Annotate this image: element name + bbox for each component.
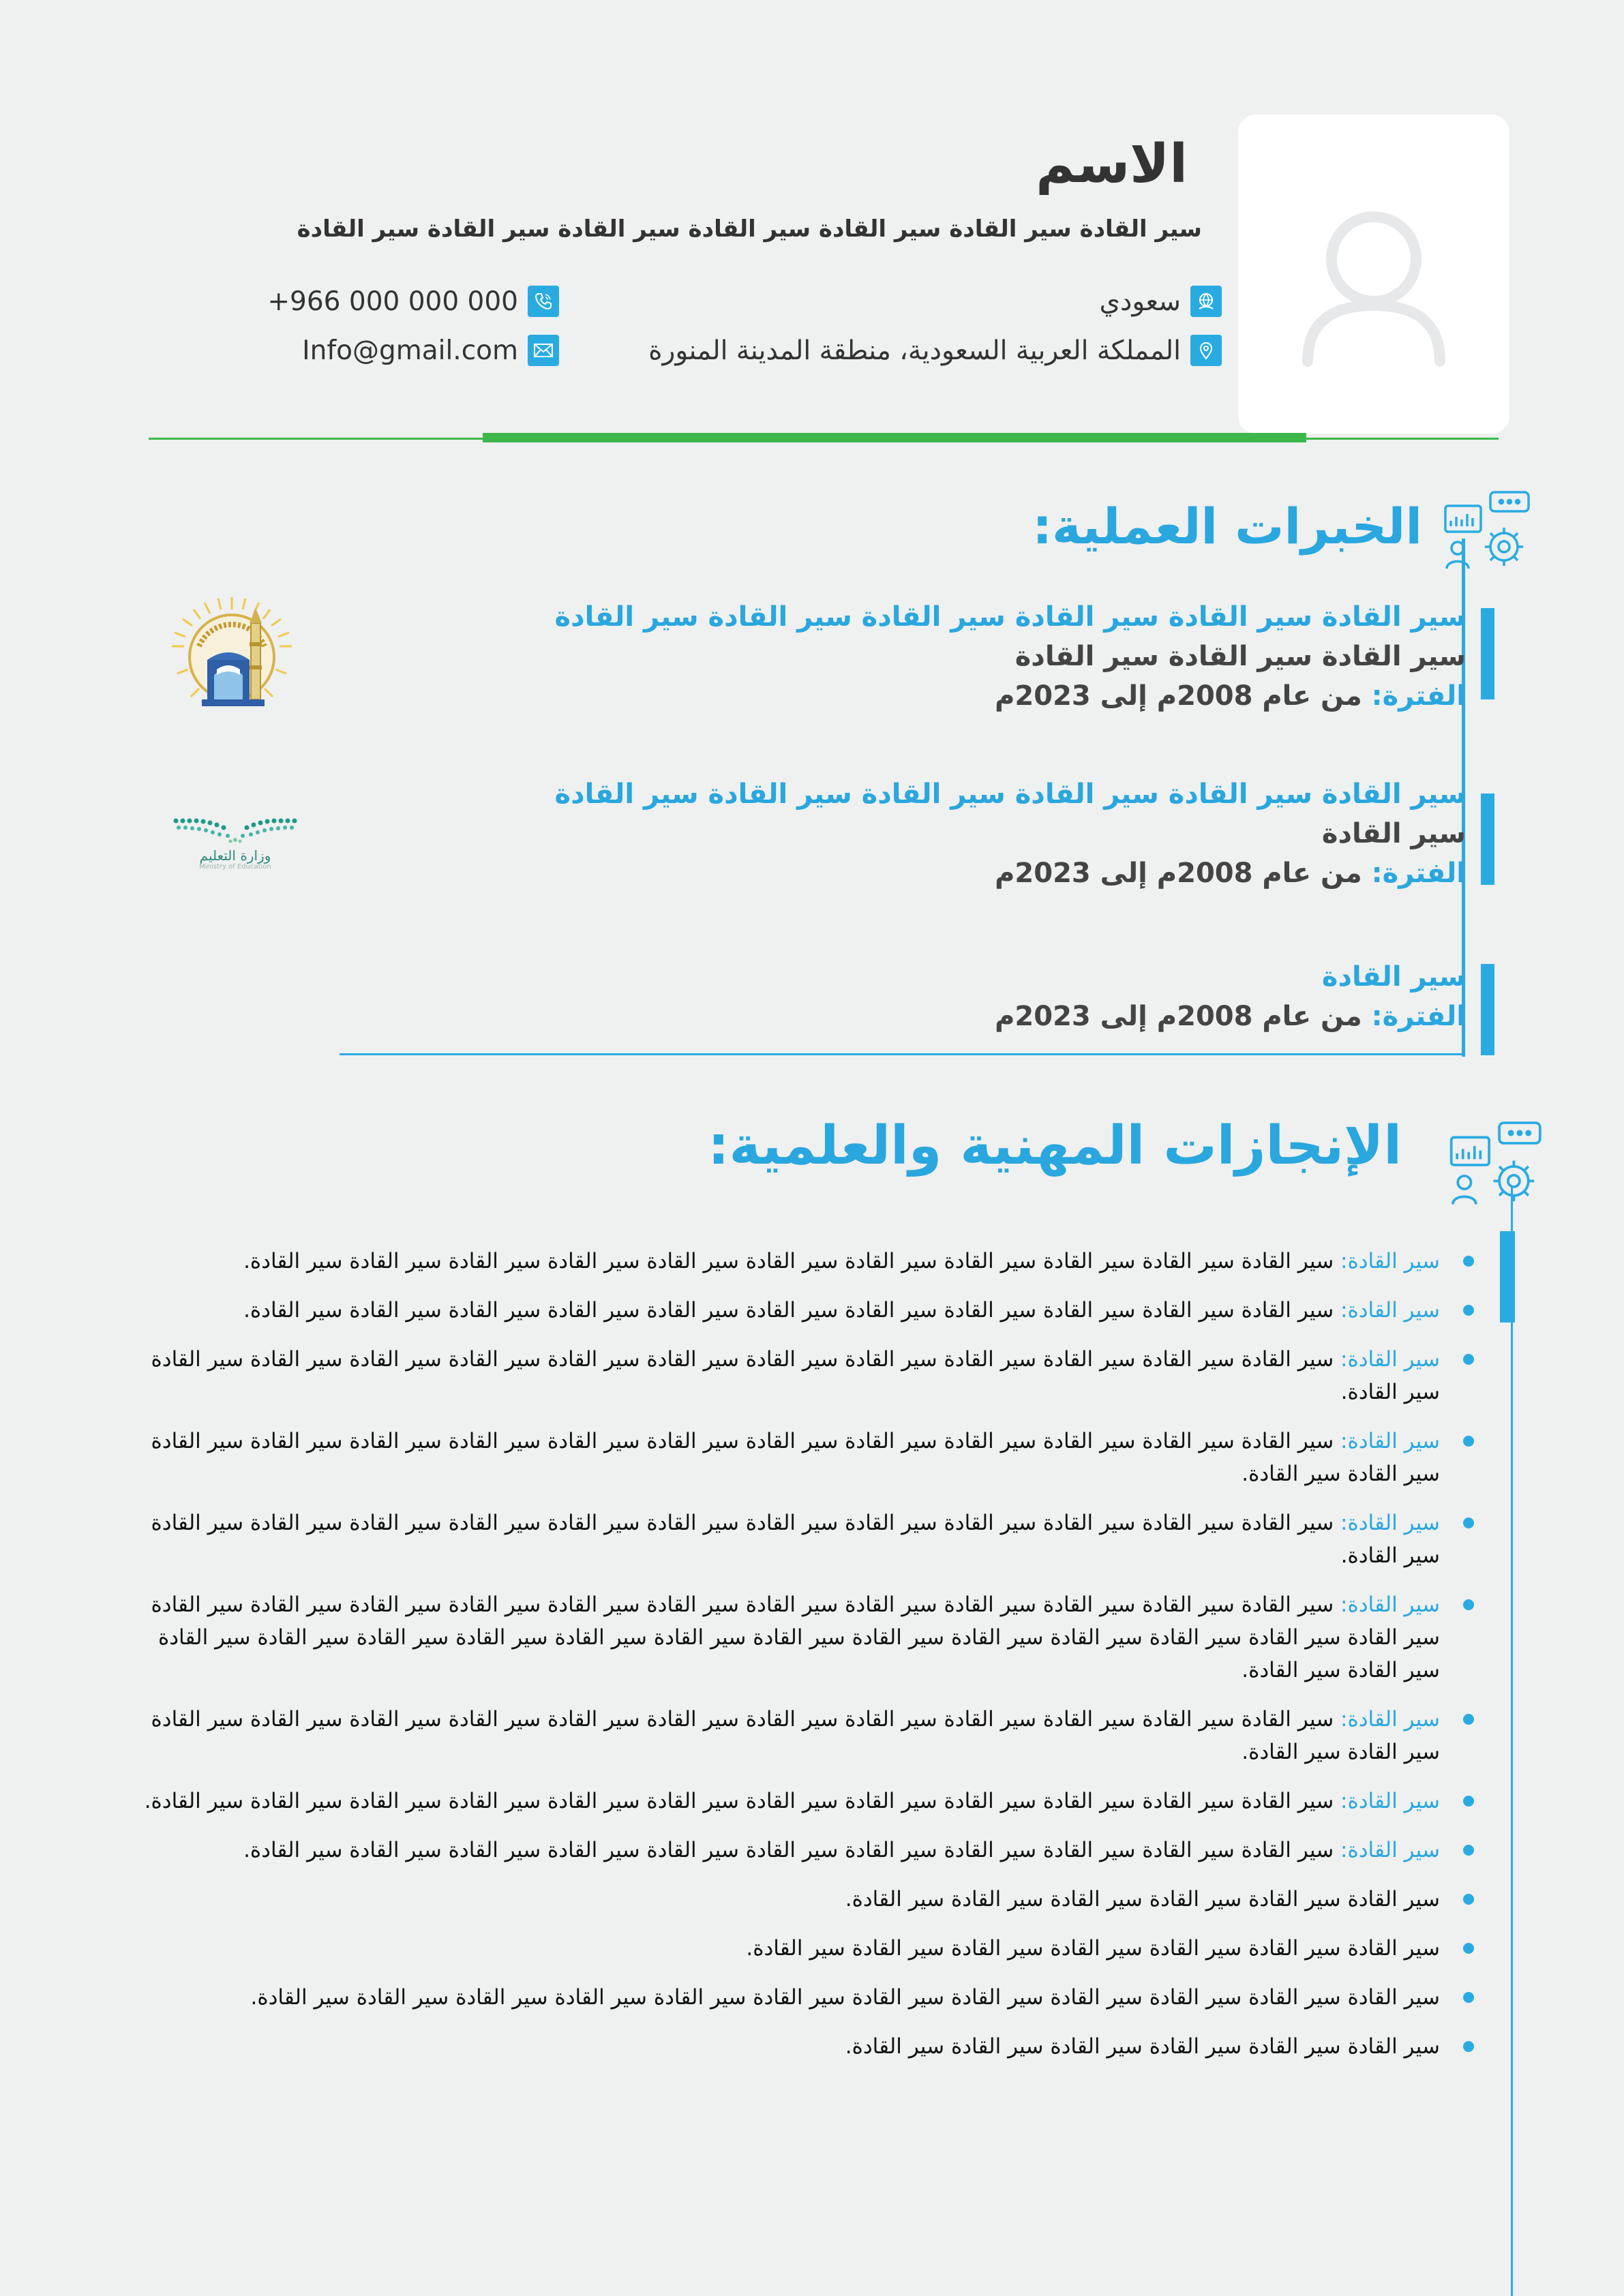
item-text: سير القادة سير القادة سير القادة سير القادة سير القادة سير القادة سير القادة سير القادة سير القادة سير القادة سير القادة سير القادة سير القادة. [151, 1347, 1440, 1404]
experience-marker-1 [1481, 608, 1494, 699]
period-value: من عام 2008م إلى 2023م [995, 680, 1362, 712]
list-item [126, 1343, 1445, 1408]
bullet-dot [1463, 1305, 1474, 1316]
bullet-dot [1463, 1845, 1474, 1856]
phone-item[interactable] [267, 285, 559, 318]
list-item [126, 1425, 1445, 1490]
item-label: سير القادة: [1340, 1592, 1440, 1617]
period-label: الفترة: [1371, 1001, 1466, 1032]
item-label: سير القادة: [1340, 1511, 1440, 1535]
list-item [126, 1785, 1445, 1817]
bullet-dot [1463, 1796, 1474, 1807]
experience-1-org: سير القادة سير القادة سير القادة [1014, 641, 1466, 672]
item-label: سير القادة: [1340, 1429, 1440, 1453]
period-label: الفترة: [1371, 680, 1466, 712]
experience-title: الخبرات العملية: [1032, 498, 1422, 555]
location-text: المملكة العربية السعودية، منطقة المدينة المنورة [648, 335, 1181, 366]
item-text: سير القادة سير القادة سير القادة سير القادة سير القادة سير القادة. [845, 1887, 1440, 1912]
item-text: سير القادة سير القادة سير القادة سير القادة سير القادة سير القادة سير القادة سير القادة سير القادة سير القادة سير القادة سير القادة سير القادة سير القادة سير القادة سير القادة سير القادة سير القادة سير القادة سير القادة سير القادة سير القادة سير القادة سير القادة سير القادة سير القادة سير القادة. [151, 1592, 1440, 1682]
ministry-of-education-logo [170, 815, 300, 870]
achievements-list [126, 1245, 1445, 2079]
university-logo [164, 594, 300, 721]
item-text: سير القادة سير القادة سير القادة سير القادة سير القادة سير القادة سير القادة سير القادة سير القادة سير القادة سير القادة سير القادة سير القادة سير القادة. [151, 1707, 1440, 1764]
bullet-dot [1463, 1517, 1474, 1528]
achievements-title: الإنجازات المهنية والعلمية: [708, 1115, 1402, 1177]
ministry-logo-english: Ministry of Education [199, 863, 271, 870]
item-text: سير القادة سير القادة سير القادة سير القادة سير القادة سير القادة سير القادة. [746, 1936, 1440, 1961]
email-item[interactable] [302, 334, 559, 367]
list-item [126, 2030, 1445, 2063]
experience-section-icon [1439, 488, 1541, 577]
bullet-dot [1463, 1436, 1474, 1447]
experience-1-period [995, 680, 1466, 712]
item-label: سير القادة: [1340, 1838, 1440, 1862]
list-item [126, 1507, 1445, 1572]
item-text: سير القادة سير القادة سير القادة سير القادة سير القادة سير القادة. [845, 2034, 1440, 2059]
email-text: Info@gmail.com [302, 335, 518, 366]
bullet-dot [1463, 1943, 1474, 1954]
phone-text: +966 000 000 000 [267, 286, 518, 317]
list-item [126, 1981, 1445, 2014]
experience-3-period [995, 1001, 1466, 1032]
bullet-dot [1463, 1894, 1474, 1905]
list-item [126, 1932, 1445, 1965]
profile-photo-placeholder [1238, 115, 1509, 434]
list-item [126, 1588, 1445, 1687]
globe-hand-icon [1190, 286, 1222, 317]
location-item [648, 334, 1222, 367]
list-item [126, 1245, 1445, 1278]
nationality-item [1099, 285, 1222, 318]
item-text: سير القادة سير القادة سير القادة سير القادة سير القادة سير القادة سير القادة سير القادة سير القادة سير القادة سير القادة. [243, 1298, 1341, 1323]
period-label: الفترة: [1371, 858, 1466, 889]
experience-2-org: سير القادة [1321, 818, 1466, 849]
nationality-text: سعودي [1099, 286, 1181, 317]
item-label: سير القادة: [1340, 1298, 1440, 1323]
achievements-section-icon [1444, 1118, 1553, 1213]
item-text: سير القادة سير القادة سير القادة سير القادة سير القادة سير القادة سير القادة سير القادة سير القادة سير القادة سير القادة. [243, 1249, 1341, 1273]
item-text: سير القادة سير القادة سير القادة سير القادة سير القادة سير القادة سير القادة سير القادة سير القادة سير القادة سير القادة سير القادة سير القادة سير القادة. [151, 1429, 1440, 1486]
experience-3-role: سير القادة [1321, 961, 1466, 993]
location-pin-icon [1190, 335, 1222, 366]
experience-bottom-line [340, 1053, 1464, 1055]
ministry-logo-arabic: وزارة التعليم [199, 847, 271, 864]
list-item [126, 1703, 1445, 1768]
experience-1-role: سير القادة سير القادة سير القادة سير القادة سير القادة سير القادة [554, 601, 1466, 633]
item-label: سير القادة: [1340, 1707, 1440, 1732]
bullet-dot [1463, 1599, 1474, 1610]
list-item [126, 1294, 1445, 1327]
period-value: من عام 2008م إلى 2023م [995, 858, 1362, 889]
bullet-dot [1463, 1256, 1474, 1267]
person-tagline: سير القادة سير القادة سير القادة سير القادة سير القادة سير القادة سير القادة [297, 215, 1202, 243]
achievements-marker [1500, 1231, 1515, 1323]
item-text: سير القادة سير القادة سير القادة سير القادة سير القادة سير القادة سير القادة سير القادة سير القادة سير القادة سير القادة سير القادة. [250, 1985, 1440, 2010]
phone-icon [528, 286, 559, 317]
item-text: سير القادة سير القادة سير القادة سير القادة سير القادة سير القادة سير القادة سير القادة سير القادة سير القادة سير القادة. [243, 1838, 1341, 1862]
header-divider-accent [483, 433, 1306, 442]
item-label: سير القادة: [1340, 1249, 1440, 1273]
experience-marker-3 [1481, 964, 1494, 1055]
item-text: سير القادة سير القادة سير القادة سير القادة سير القادة سير القادة سير القادة سير القادة سير القادة سير القادة سير القادة سير القادة. [144, 1789, 1341, 1813]
achievements-timeline-line [1511, 1186, 1513, 2296]
bullet-dot [1463, 1992, 1474, 2003]
list-item [126, 1834, 1445, 1867]
bullet-dot [1463, 1354, 1474, 1365]
item-text: سير القادة سير القادة سير القادة سير القادة سير القادة سير القادة سير القادة سير القادة سير القادة سير القادة سير القادة سير القادة سير القادة. [151, 1511, 1440, 1568]
user-icon [1302, 210, 1445, 367]
bullet-dot [1463, 1714, 1474, 1725]
experience-2-role: سير القادة سير القادة سير القادة سير القادة سير القادة سير القادة [554, 779, 1466, 810]
person-name: الاسم [1036, 134, 1188, 195]
mail-icon [528, 335, 559, 366]
experience-marker-2 [1481, 794, 1494, 885]
item-label: سير القادة: [1340, 1789, 1440, 1813]
experience-2-period [995, 858, 1466, 889]
item-label: سير القادة: [1340, 1347, 1440, 1372]
bullet-dot [1463, 2041, 1474, 2052]
list-item [126, 1883, 1445, 1916]
period-value: من عام 2008م إلى 2023م [995, 1001, 1362, 1032]
